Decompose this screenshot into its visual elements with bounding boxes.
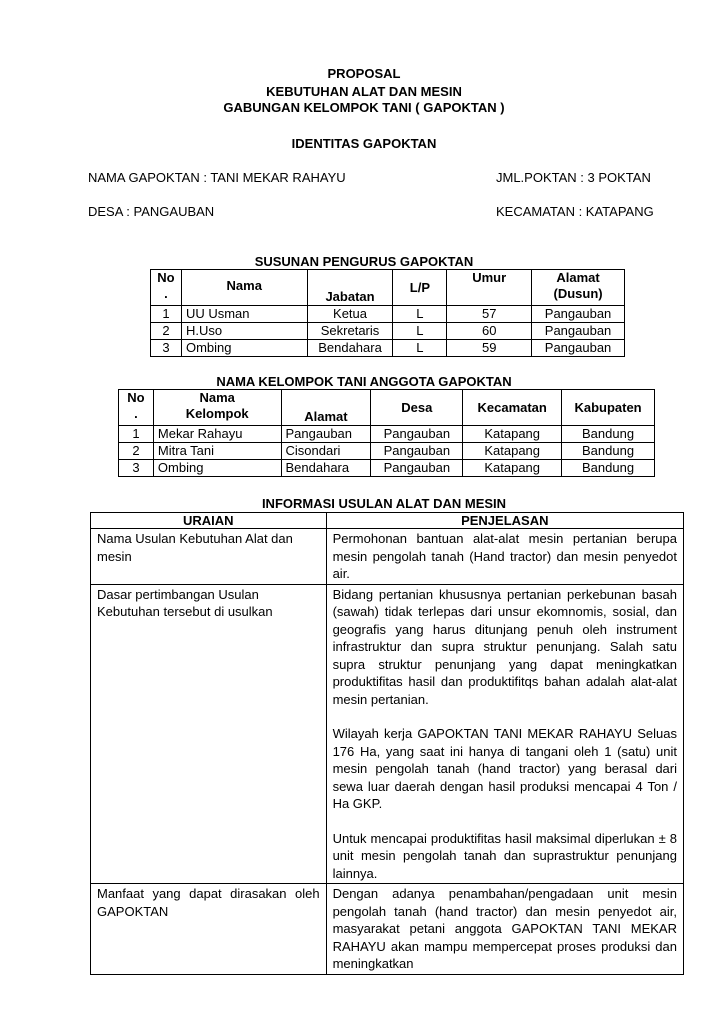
- cell-kecamatan: Katapang: [463, 460, 562, 477]
- table-row: [91, 529, 684, 585]
- cell-nama: H.Uso: [181, 323, 307, 340]
- cell-jabatan: Ketua: [307, 306, 393, 323]
- kelompok-table: [118, 389, 655, 477]
- table-row: [151, 340, 625, 357]
- cell-umur: 60: [447, 323, 532, 340]
- header-umur: Umur: [447, 270, 532, 306]
- cell-alamat: Cisondari: [281, 443, 371, 460]
- pengurus-table: [150, 269, 625, 357]
- uraian-manfaat: Manfaat yang dapat dirasakan oleh GAPOKTAN: [91, 884, 327, 975]
- header-alamat: Alamat: [281, 390, 371, 426]
- paragraph-1: Bidang pertanian khususnya pertanian perkebunan basah (sawah) tidak terlepas dari unsur ekomnomis, sosial, dan geografis yang harus ditunjang penuh oleh instrument infrastruktur dan supra struktur penunjang. Salah satu supra struktur penunjang yang dapat meningkatkan produktifitas hasil dan produktifitqs bahan adalah alat-alat mesin pertanian.: [332, 586, 677, 707]
- header-kabupaten: Kabupaten: [562, 390, 655, 426]
- title-line-2: KEBUTUHAN ALAT DAN MESIN: [266, 84, 462, 99]
- cell-jabatan: Bendahara: [307, 340, 393, 357]
- header-no: No .: [151, 270, 182, 306]
- nama-gapoktan: NAMA GAPOKTAN : TANI MEKAR RAHAYU: [88, 170, 346, 185]
- penjelasan-dasar-pertimbangan: [326, 584, 683, 884]
- paragraph-2: Wilayah kerja GAPOKTAN TANI MEKAR RAHAYU Seluas 176 Ha, yang saat ini hanya di tangani oleh 1 (satu) unit mesin pengolah tanah (hand tractor) yang berasal dari sewa luar daerah dengan hasil produksi mencapai 4 Ton / Ha GKP.: [332, 726, 677, 811]
- cell-kecamatan: Katapang: [463, 426, 562, 443]
- table-row: [119, 460, 655, 477]
- cell-kabupaten: Bandung: [562, 443, 655, 460]
- informasi-heading: INFORMASI USULAN ALAT DAN MESIN: [261, 496, 507, 511]
- cell-no: 3: [119, 460, 154, 477]
- table-row: [91, 584, 684, 884]
- header-penjelasan: PENJELASAN: [326, 513, 683, 529]
- title-line-3: GABUNGAN KELOMPOK TANI ( GAPOKTAN ): [223, 100, 505, 115]
- header-jabatan: Jabatan: [307, 270, 393, 306]
- header-nama: Nama: [181, 270, 307, 306]
- cell-no: 2: [151, 323, 182, 340]
- header-alamat: Alamat (Dusun): [532, 270, 625, 306]
- cell-nama: Mekar Rahayu: [153, 426, 281, 443]
- header-uraian: URAIAN: [91, 513, 327, 529]
- cell-no: 2: [119, 443, 154, 460]
- table-row: [151, 323, 625, 340]
- cell-nama: Ombing: [181, 340, 307, 357]
- pengurus-heading: SUSUNAN PENGURUS GAPOKTAN: [254, 254, 474, 269]
- uraian-dasar-pertimbangan: Dasar pertimbangan Usulan Kebutuhan tersebut di usulkan: [91, 584, 327, 884]
- uraian-nama-usulan: Nama Usulan Kebutuhan Alat dan mesin: [91, 529, 327, 585]
- cell-no: 1: [151, 306, 182, 323]
- cell-nama: Ombing: [153, 460, 281, 477]
- table-row: [91, 884, 684, 975]
- penjelasan-manfaat: Dengan adanya penambahan/pengadaan unit mesin pengolah tanah (hand tractor) dan mesin penyedot air, masyarakat petani anggota GAPOKTAN TANI MEKAR RAHAYU akan mampu mempercepat proses produksi dan meningkatkan: [326, 884, 683, 975]
- cell-desa: Pangauban: [371, 426, 463, 443]
- header-no: No .: [119, 390, 154, 426]
- title-line-1: PROPOSAL: [327, 66, 401, 81]
- identity-heading: IDENTITAS GAPOKTAN: [291, 136, 437, 151]
- jml-poktan: JML.POKTAN : 3 POKTAN: [496, 170, 651, 185]
- table-row: [119, 426, 655, 443]
- cell-alamat: Bendahara: [281, 460, 371, 477]
- paragraph-3: Untuk mencapai produktifitas hasil maksimal diperlukan ± 8 unit mesin pengolah tanah dan suprastruktur penunjang lainnya.: [332, 830, 677, 881]
- cell-kabupaten: Bandung: [562, 426, 655, 443]
- kelompok-header-row: [119, 390, 655, 426]
- informasi-table: [90, 512, 684, 975]
- header-nama-kelompok: Nama Kelompok: [153, 390, 281, 426]
- cell-nama: Mitra Tani: [153, 443, 281, 460]
- kecamatan: KECAMATAN : KATAPANG: [496, 204, 654, 219]
- cell-umur: 59: [447, 340, 532, 357]
- cell-desa: Pangauban: [371, 443, 463, 460]
- cell-alamat: Pangauban: [532, 323, 625, 340]
- cell-lp: L: [393, 340, 447, 357]
- cell-kecamatan: Katapang: [463, 443, 562, 460]
- cell-alamat: Pangauban: [532, 340, 625, 357]
- cell-kabupaten: Bandung: [562, 460, 655, 477]
- desa: DESA : PANGAUBAN: [88, 204, 215, 219]
- cell-jabatan: Sekretaris: [307, 323, 393, 340]
- kelompok-heading: NAMA KELOMPOK TANI ANGGOTA GAPOKTAN: [216, 374, 512, 389]
- cell-no: 3: [151, 340, 182, 357]
- header-lp: L/P: [393, 270, 447, 306]
- pengurus-header-row: [151, 270, 625, 306]
- table-row: [151, 306, 625, 323]
- cell-nama: UU Usman: [181, 306, 307, 323]
- cell-umur: 57: [447, 306, 532, 323]
- cell-alamat: Pangauban: [532, 306, 625, 323]
- penjelasan-nama-usulan: Permohonan bantuan alat-alat mesin pertanian berupa mesin pengolah tanah (Hand tractor) dan mesin penyedot air.: [326, 529, 683, 585]
- table-row: [119, 443, 655, 460]
- cell-desa: Pangauban: [371, 460, 463, 477]
- cell-alamat: Pangauban: [281, 426, 371, 443]
- informasi-header-row: [91, 513, 684, 529]
- header-desa: Desa: [371, 390, 463, 426]
- cell-lp: L: [393, 306, 447, 323]
- cell-lp: L: [393, 323, 447, 340]
- cell-no: 1: [119, 426, 154, 443]
- header-kecamatan: Kecamatan: [463, 390, 562, 426]
